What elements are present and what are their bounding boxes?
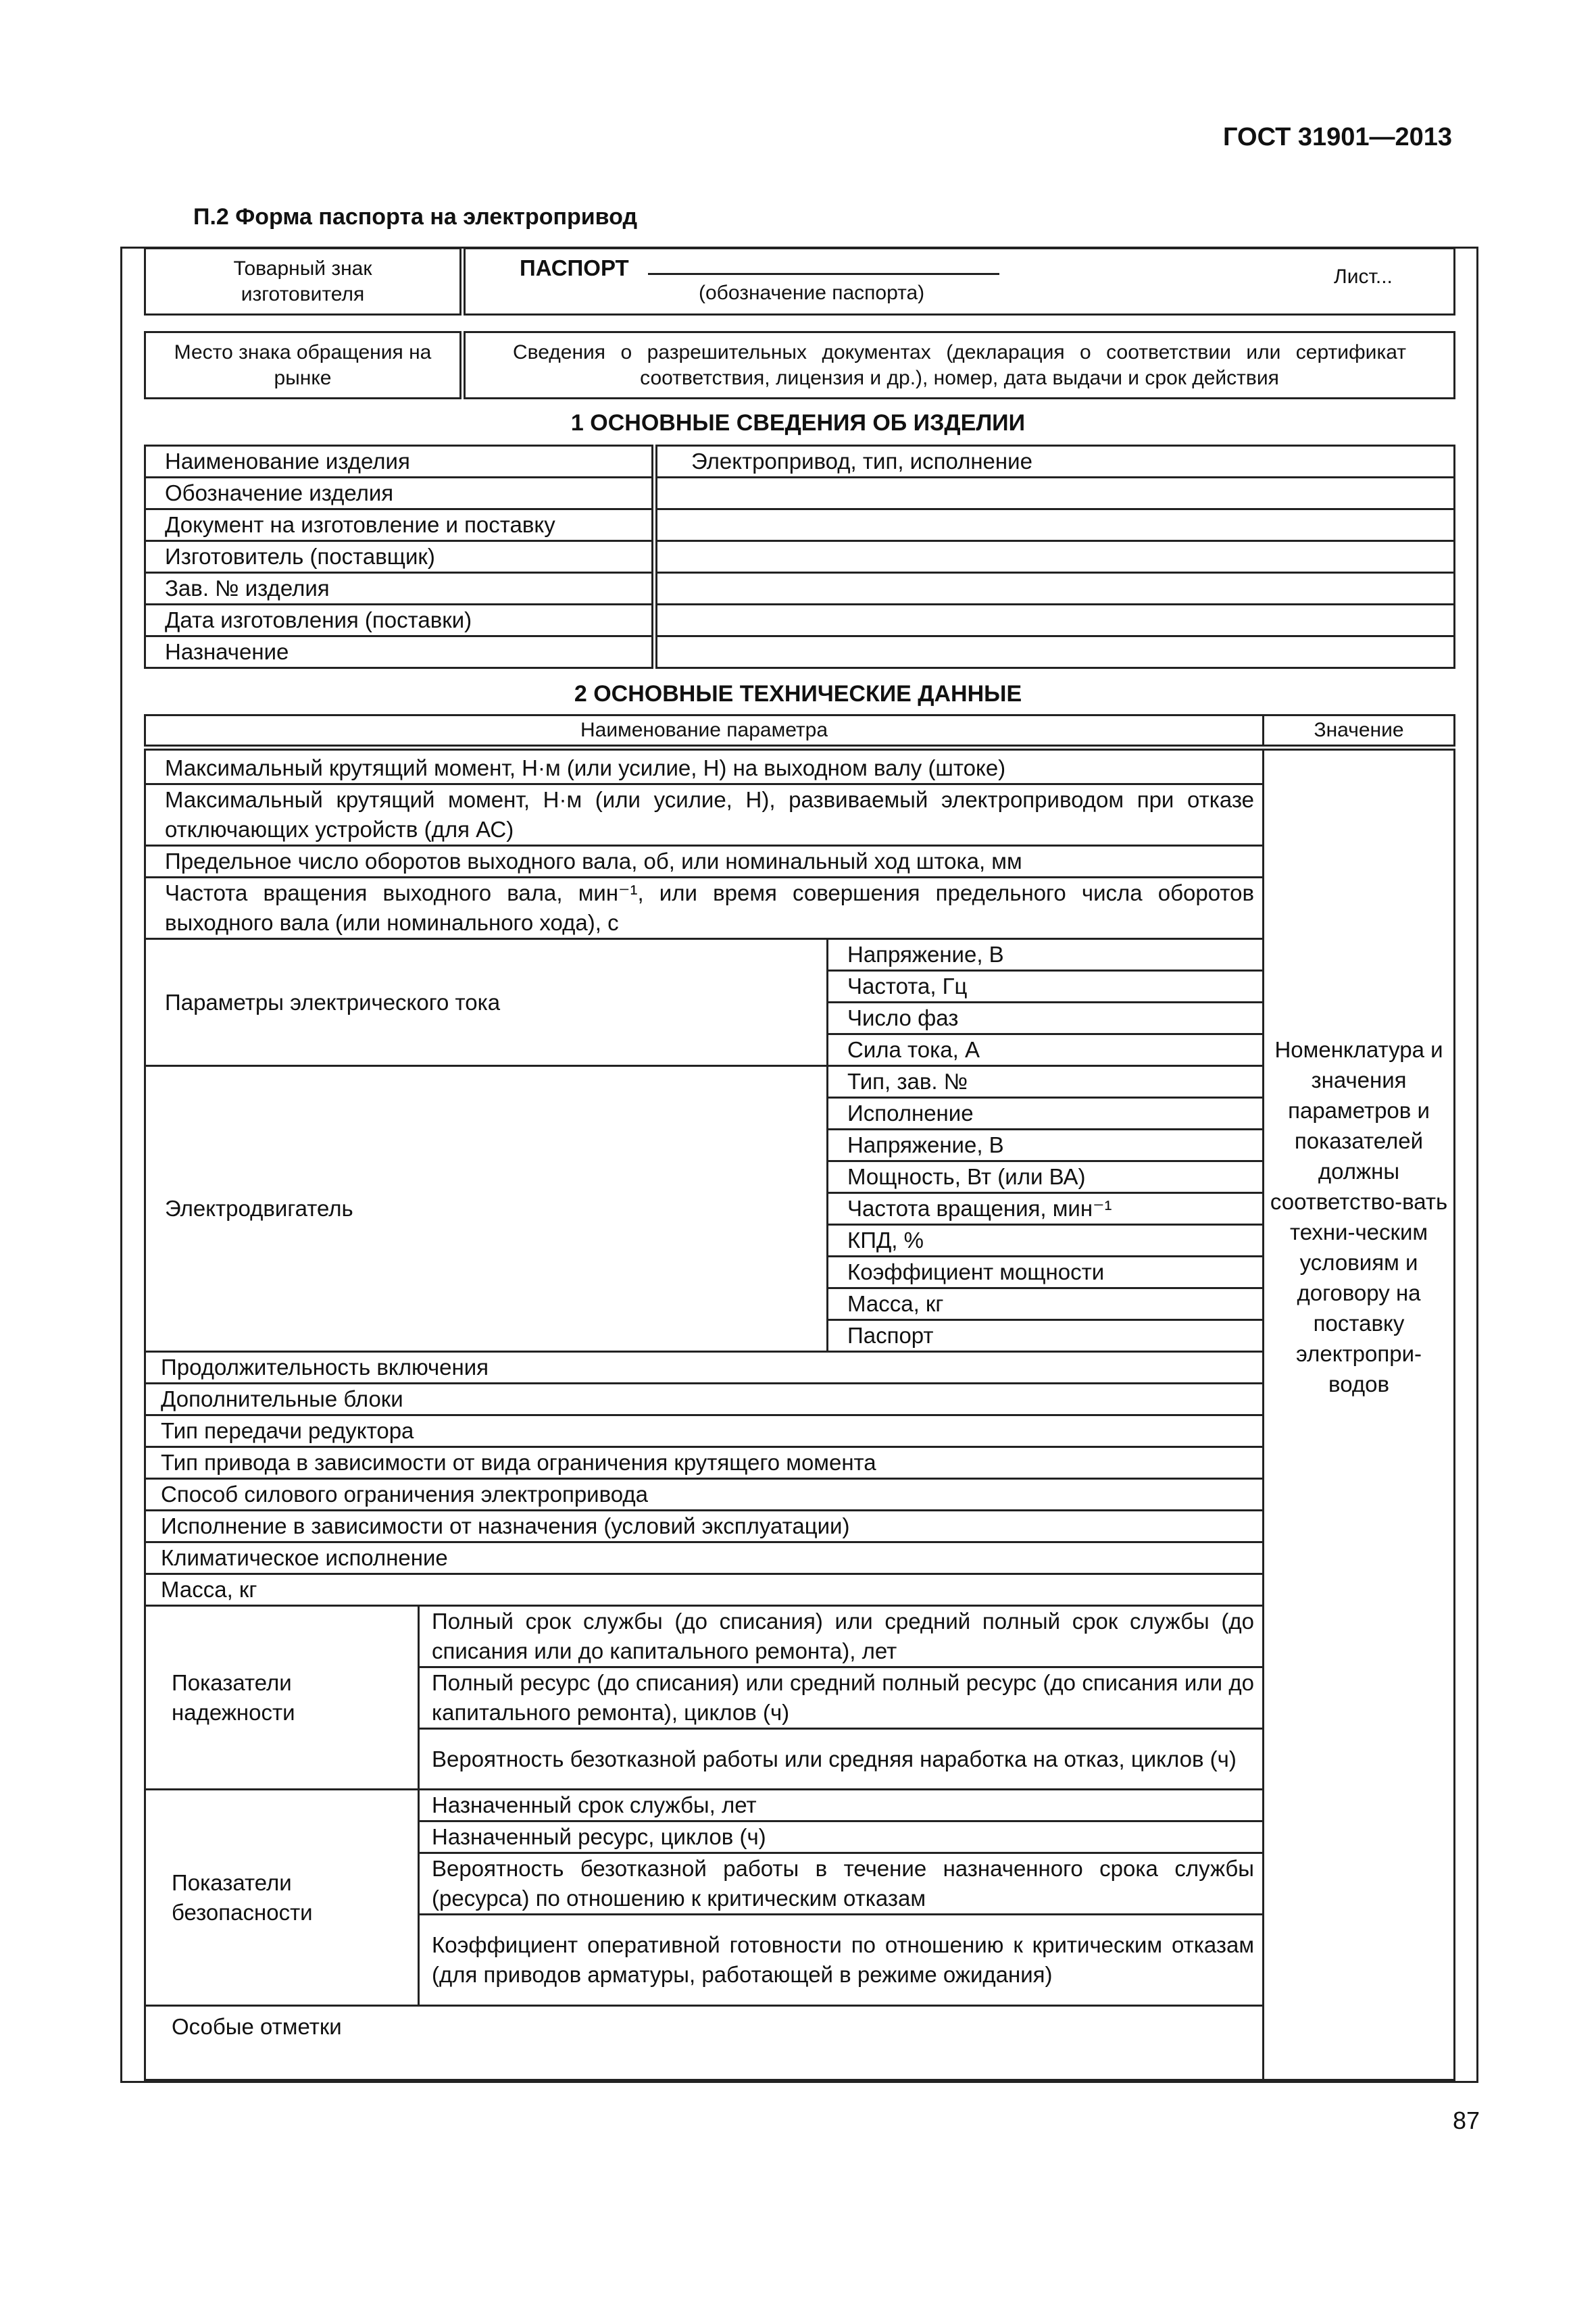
permits-cell: Сведения о разрешительных документах (декларация о соответствии или сертификат соответствия, лицензия и др.), номер, дата выдачи и срок действия <box>463 332 1455 399</box>
resource-row: Полный ресурс (до списания) или средний полный ресурс (до списания или до капитального ремонта), циклов (ч) <box>419 1667 1264 1729</box>
purpose-label: Назначение <box>145 636 655 668</box>
electric-phases: Число фаз <box>828 1003 1264 1034</box>
motor-label: Электродвигатель <box>145 1066 828 1352</box>
table-row <box>145 1479 1455 1511</box>
motor-version: Исполнение <box>828 1098 1264 1130</box>
force-limit-row: Способ силового ограничения электропривода <box>145 1479 1264 1511</box>
reliability-label: Показатели надежности <box>145 1606 419 1790</box>
gear-type-row: Тип передачи редуктора <box>145 1415 1264 1447</box>
table-row <box>145 784 1455 846</box>
passport-designation-line <box>648 253 999 275</box>
climatic-row: Климатическое исполнение <box>145 1542 1264 1574</box>
table-row <box>145 939 1455 971</box>
passport-label: ПАСПОРТ <box>520 255 629 280</box>
table-row <box>145 748 1455 784</box>
additional-blocks-row: Дополнительные блоки <box>145 1384 1264 1415</box>
motor-efficiency: КПД, % <box>828 1225 1264 1257</box>
table-row <box>145 1542 1455 1574</box>
product-name-value[interactable]: Электропривод, тип, исполнение <box>655 446 1455 478</box>
manufacturing-doc-value[interactable] <box>655 509 1455 541</box>
table-row <box>145 1790 1455 1821</box>
table-row <box>145 1574 1455 1606</box>
duty-cycle-row: Продолжительность включения <box>145 1352 1264 1384</box>
trademark-cell: Товарный знак изготовителя <box>145 249 463 315</box>
passport-header-table <box>144 247 1455 316</box>
special-notes[interactable]: Особые отметки <box>145 2006 1264 2080</box>
sheet-label: Лист... <box>1334 266 1393 288</box>
passport-designation-caption: (обозначение паспорта) <box>699 282 925 304</box>
table-row <box>145 1415 1455 1447</box>
market-mark-cell: Место знака обращения на рынке <box>145 332 463 399</box>
table-row <box>145 478 1455 509</box>
execution-row: Исполнение в зависимости от назначения (условий эксплуатации) <box>145 1511 1264 1542</box>
product-info-table <box>144 445 1455 669</box>
table-row <box>145 605 1455 636</box>
electric-voltage: Напряжение, В <box>828 939 1264 971</box>
table-row <box>145 846 1455 878</box>
mass-row: Масса, кг <box>145 1574 1264 1606</box>
manufacture-date-value[interactable] <box>655 605 1455 636</box>
electric-frequency: Частота, Гц <box>828 971 1264 1003</box>
page-number: 87 <box>1453 2107 1480 2134</box>
service-life-row: Полный срок службы (до списания) или средний полный срок службы (до списания или до капитального ремонта), лет <box>419 1606 1264 1667</box>
table-header-row <box>145 715 1455 748</box>
market-permits-table <box>144 331 1455 399</box>
electric-current: Сила тока, А <box>828 1034 1264 1066</box>
section1-title: 1 ОСНОВНЫЕ СВЕДЕНИЯ ОБ ИЗДЕЛИИ <box>570 410 1026 436</box>
table-row <box>145 1447 1455 1479</box>
table-row <box>145 509 1455 541</box>
assigned-resource-row: Назначенный ресурс, циклов (ч) <box>419 1821 1264 1853</box>
assigned-life-row: Назначенный срок службы, лет <box>419 1790 1264 1821</box>
table-row <box>145 1511 1455 1542</box>
serial-number-value[interactable] <box>655 573 1455 605</box>
manufacture-date-label: Дата изготовления (поставки) <box>145 605 655 636</box>
serial-number-label: Зав. № изделия <box>145 573 655 605</box>
safety-label: Показатели безопасности <box>145 1790 419 2006</box>
motor-voltage: Напряжение, В <box>828 1130 1264 1161</box>
table-row <box>145 878 1455 939</box>
product-designation-label: Обозначение изделия <box>145 478 655 509</box>
rotation-speed-row: Частота вращения выходного вала, мин⁻¹, или время совершения предельного числа оборотов выходного вала (или номинального хода), с <box>145 878 1264 939</box>
motor-type: Тип, зав. № <box>828 1066 1264 1098</box>
technical-data-table <box>144 714 1455 2081</box>
value-note-cell: Номенклатура и значения параметров и показателей должны соответство-вать техни-ческим условиям и договору на поставку электропри-водов <box>1264 748 1455 2080</box>
motor-mass: Масса, кг <box>828 1288 1264 1320</box>
section2-title: 2 ОСНОВНЫЕ ТЕХНИЧЕСКИЕ ДАННЫЕ <box>574 681 1022 707</box>
purpose-value[interactable] <box>655 636 1455 668</box>
manufacturer-label: Изготовитель (поставщик) <box>145 541 655 573</box>
table-row <box>145 541 1455 573</box>
readiness-coefficient-row: Коэффициент оперативной готовности по отношению к критическим отказам (для приводов арматуры, работающей в режиме ожидания) <box>419 1915 1264 2006</box>
motor-power-factor: Коэффициент мощности <box>828 1257 1264 1288</box>
table-row <box>145 573 1455 605</box>
value-column-header: Значение <box>1264 715 1455 748</box>
table-row <box>145 1606 1455 1667</box>
param-column-header: Наименование параметра <box>145 715 1264 748</box>
electric-params-label: Параметры электрического тока <box>145 939 828 1066</box>
motor-passport: Паспорт <box>828 1320 1264 1352</box>
max-revolutions-row: Предельное число оборотов выходного вала, об, или номинальный ход штока, мм <box>145 846 1264 878</box>
table-row <box>145 1066 1455 1098</box>
manufacturer-value[interactable] <box>655 541 1455 573</box>
appendix-title: П.2 Форма паспорта на электропривод <box>193 204 638 230</box>
product-designation-value[interactable] <box>655 478 1455 509</box>
drive-type-row: Тип привода в зависимости от вида ограничения крутящего момента <box>145 1447 1264 1479</box>
motor-power: Мощность, Вт (или ВА) <box>828 1161 1264 1193</box>
table-row <box>145 1352 1455 1384</box>
standard-number: ГОСТ 31901—2013 <box>1223 123 1453 151</box>
max-torque-row: Максимальный крутящий момент, Н·м (или усилие, Н) на выходном валу (штоке) <box>145 748 1264 784</box>
motor-speed: Частота вращения, мин⁻¹ <box>828 1193 1264 1225</box>
table-row <box>145 636 1455 668</box>
critical-failure-row: Вероятность безотказной работы в течение назначенного срока службы (ресурса) по отношению к критическим отказам <box>419 1853 1264 1915</box>
table-row <box>145 2006 1455 2080</box>
failure-probability-row: Вероятность безотказной работы или средняя наработка на отказ, циклов (ч) <box>419 1729 1264 1790</box>
manufacturing-doc-label: Документ на изготовление и поставку <box>145 509 655 541</box>
table-row <box>145 446 1455 478</box>
max-torque-failure-row: Максимальный крутящий момент, Н·м (или усилие, Н), развиваемый электроприводом при отказе отключающих устройств (для АС) <box>145 784 1264 846</box>
passport-title-cell <box>463 249 1455 315</box>
product-name-label: Наименование изделия <box>145 446 655 478</box>
table-row <box>145 1384 1455 1415</box>
